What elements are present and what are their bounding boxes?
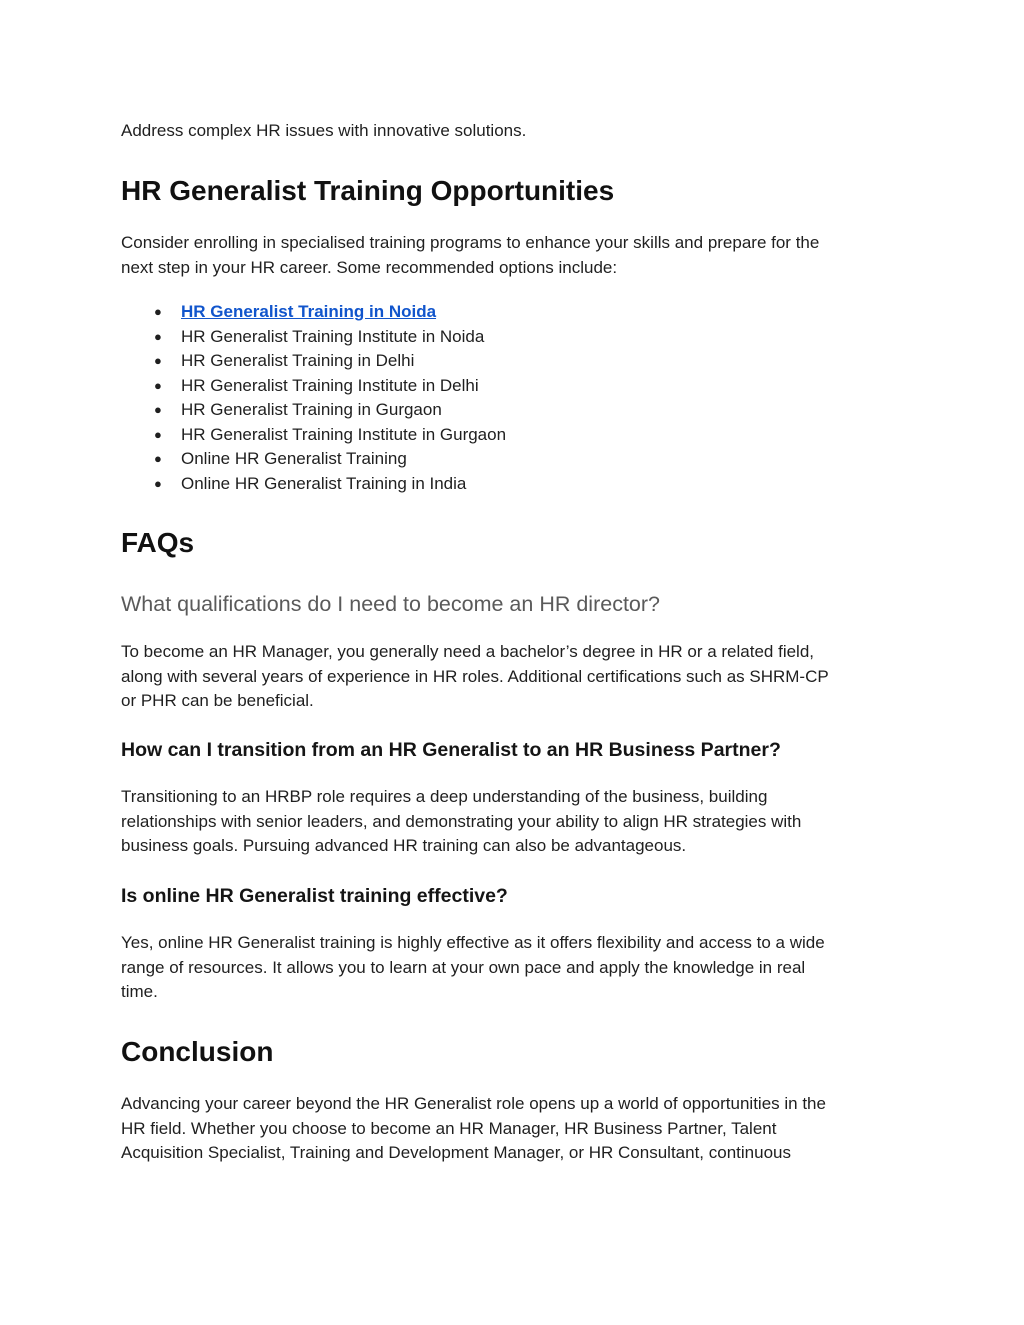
paragraph-line: Consider enrolling in specialised training programs to enhance your skills and prepare for the xyxy=(121,233,820,252)
list-item xyxy=(121,374,506,399)
answer-line: range of resources. It allows you to learn at your own pace and apply the knowledge in real xyxy=(121,957,806,977)
bullet-icon: ● xyxy=(154,402,162,417)
training-options-list xyxy=(121,300,506,496)
intro-line: Address complex HR issues with innovative solutions. xyxy=(121,121,527,140)
answer-line: To become an HR Manager, you generally need a bachelor’s degree in HR or a related field, xyxy=(121,642,815,661)
list-item xyxy=(121,300,506,325)
faqs-heading: FAQs xyxy=(121,527,195,558)
faq-question-1: What qualifications do I need to become an HR director? xyxy=(121,592,660,616)
answer-line: business goals. Pursuing advanced HR training can also be advantageous. xyxy=(121,836,687,855)
bullet-icon: ● xyxy=(154,451,162,466)
training-paragraph xyxy=(121,231,819,280)
training-noida-link[interactable]: HR Generalist Training in Noida xyxy=(181,302,437,321)
list-item-label: Online HR Generalist Training xyxy=(181,449,407,468)
answer-line: along with several years of experience in HR roles. Additional certifications such as SHRM-CP xyxy=(121,666,829,686)
paragraph-line: Advancing your career beyond the HR Generalist role opens up a world of opportunities in the xyxy=(121,1094,826,1113)
conclusion-heading: Conclusion xyxy=(121,1036,274,1067)
list-item-label: HR Generalist Training Institute in Delhi xyxy=(181,375,479,395)
faq-question-3: Is online HR Generalist training effective? xyxy=(121,885,508,907)
bullet-icon: ● xyxy=(154,475,162,491)
training-heading: HR Generalist Training Opportunities xyxy=(121,175,615,206)
faq-answer-1 xyxy=(121,640,829,714)
bullet-icon: ● xyxy=(154,304,162,319)
bullet-icon: ● xyxy=(154,353,162,368)
bullet-icon: ● xyxy=(154,328,162,344)
answer-line: Yes, online HR Generalist training is highly effective as it offers flexibility and access to a wide xyxy=(121,933,825,952)
list-item xyxy=(121,423,506,448)
list-item-label: HR Generalist Training in Gurgaon xyxy=(181,400,442,419)
list-item xyxy=(121,349,506,374)
paragraph-line: next step in your HR career. Some recommended options include: xyxy=(121,257,618,277)
bullet-icon: ● xyxy=(154,426,162,442)
bullet-icon: ● xyxy=(154,377,162,393)
list-item xyxy=(121,472,506,497)
paragraph-line: HR field. Whether you choose to become an HR Manager, HR Business Partner, Talent xyxy=(121,1118,777,1138)
faq-answer-3 xyxy=(121,931,825,1005)
answer-line: time. xyxy=(121,982,158,1001)
list-item-label: HR Generalist Training in Delhi xyxy=(181,351,415,370)
conclusion-paragraph xyxy=(121,1092,826,1166)
answer-line: or PHR can be beneficial. xyxy=(121,691,314,710)
faq-answer-2 xyxy=(121,785,801,859)
list-item-label: HR Generalist Training Institute in Noida xyxy=(181,326,485,346)
list-item xyxy=(121,447,506,472)
list-item xyxy=(121,398,506,423)
paragraph-line: Acquisition Specialist, Training and Development Manager, or HR Consultant, continuous xyxy=(121,1143,791,1162)
answer-line: Transitioning to an HRBP role requires a deep understanding of the business, building xyxy=(121,787,768,806)
list-item-label: HR Generalist Training Institute in Gurgaon xyxy=(181,424,507,444)
faq-question-2: How can I transition from an HR Generalist to an HR Business Partner? xyxy=(121,739,781,761)
answer-line: relationships with senior leaders, and demonstrating your ability to align HR strategies with xyxy=(121,811,802,831)
list-item-label: Online HR Generalist Training in India xyxy=(181,473,467,493)
list-item xyxy=(121,325,506,350)
